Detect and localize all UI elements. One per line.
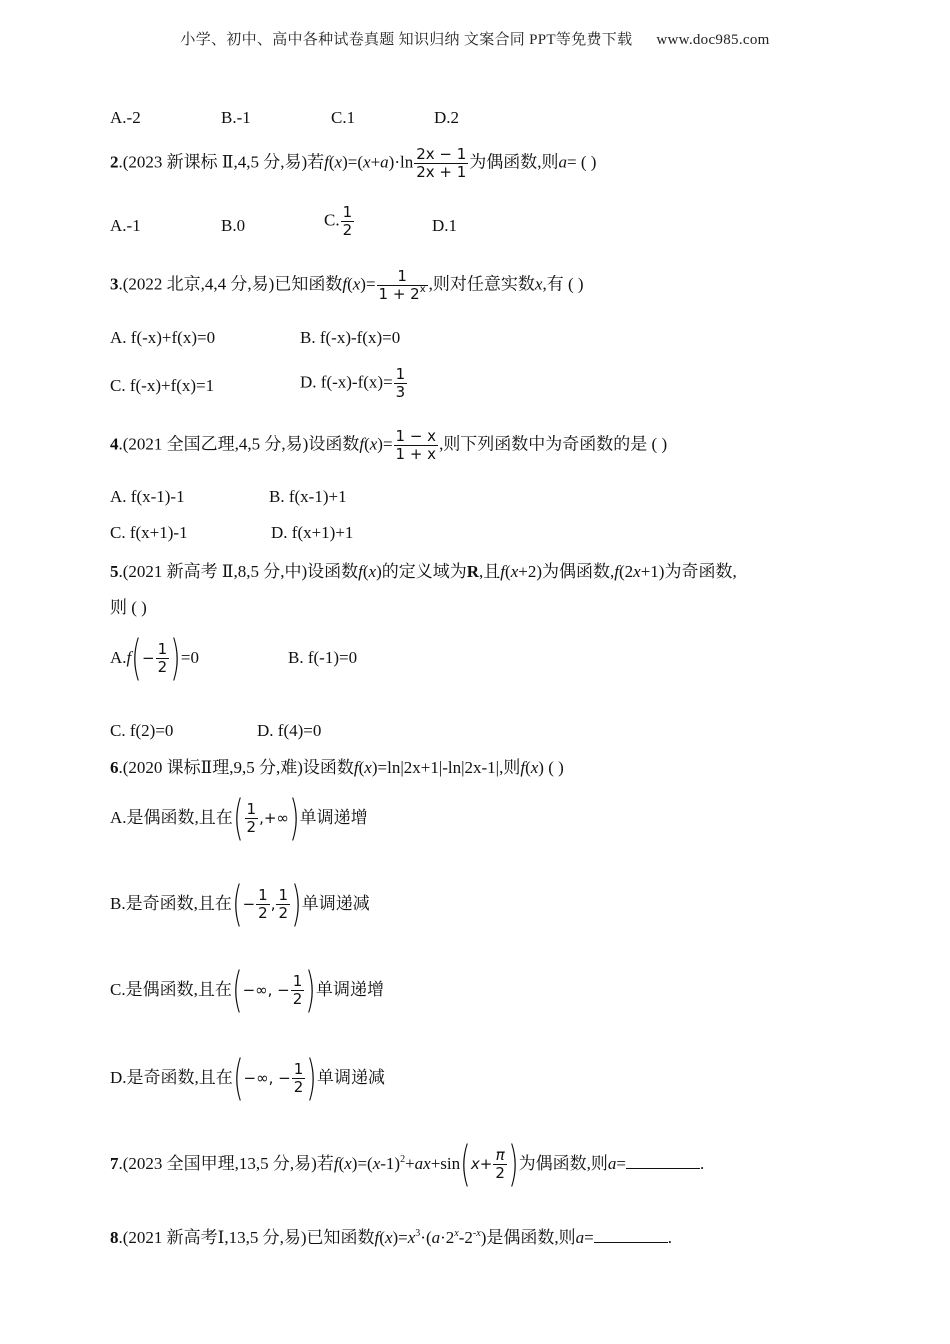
q3-option-c: C. f(-x)+f(x)=1 bbox=[110, 376, 215, 395]
q5-option-b: B. f(-1)=0 bbox=[288, 648, 358, 667]
q7-answer-blank[interactable] bbox=[626, 1154, 700, 1169]
q2-mid: )=( bbox=[342, 152, 364, 172]
q3-option-a: A. f(-x)+f(x)=0 bbox=[110, 328, 216, 347]
q3-stem: 3.(2022 北京,4,4 分,易)已知函数f(x)= $\frac{1}{1 + 2^x}$ ,则对任意实数x,有 ( ) bbox=[110, 267, 584, 303]
q2-eq: = ( ) bbox=[567, 152, 597, 172]
q6-option-b: B.是奇函数,且在(− $\frac{1}{2}$ , $\frac{1}{2}$ )单调递减 bbox=[110, 876, 370, 932]
q2-option-a: A.-1 bbox=[110, 216, 141, 235]
q8-stem: 8.(2021 新高考Ⅰ,13,5 分,易)已知函数$f(x)=x^3\cdot(a\cdot 2^x-2^{-x})$是偶函数,则a= . bbox=[110, 1228, 672, 1247]
q3-tail2: ,有 ( ) bbox=[542, 274, 584, 294]
q8-answer-blank[interactable] bbox=[594, 1228, 668, 1243]
q3-option-b: B. f(-x)-f(x)=0 bbox=[300, 328, 401, 347]
q1-option-d: D.2 bbox=[434, 108, 460, 127]
q5-option-a: A.f(− $\frac{1}{2}$ )=0 bbox=[110, 630, 199, 686]
q5-number: 5 bbox=[110, 562, 119, 581]
q3-source: .(2022 北京,4,4 分,易)已知函数 bbox=[118, 274, 343, 294]
q4-tail: ,则下列函数中为奇函数的是 ( ) bbox=[439, 434, 668, 454]
q1-option-c: C.1 bbox=[331, 108, 356, 127]
q5-option-d: D. f(4)=0 bbox=[257, 721, 322, 740]
q3-fraction: $\frac{1}{1 + 2^x}$ bbox=[378, 267, 426, 303]
q2-frac-num: 2x − 1 bbox=[416, 145, 467, 163]
q6-option-c: C.是偶函数,且在(−∞, − $\frac{1}{2}$ )单调递增 bbox=[110, 962, 385, 1018]
q2-x: x bbox=[334, 152, 343, 172]
q4-source: .(2021 全国乙理,4,5 分,易)设函数 bbox=[118, 434, 360, 454]
q2-frac-den: 2x + 1 bbox=[416, 163, 467, 181]
q8-number: 8 bbox=[110, 1228, 119, 1247]
q2-ln: )·ln bbox=[388, 152, 414, 172]
q4-option-d: D. f(x+1)+1 bbox=[271, 523, 354, 542]
q6-stem: 6.(2020 课标Ⅱ理,9,5 分,难)设函数f(x)=ln|2x+1|-ln|2x-1|,则f(x) ( ) bbox=[110, 758, 564, 777]
q7-stem: 7.(2023 全国甲理,13,5 分,易)若$f(x)=(x-1)^2+ax+\sin(x+$ $\frac{\pi}{2}$ )为偶函数,则a= . bbox=[110, 1136, 705, 1192]
q3-number: 3 bbox=[110, 274, 119, 294]
q2-option-c: C. $\frac{1}{2}$ bbox=[324, 203, 353, 239]
q6-option-d: D.是奇函数,且在(−∞, − $\frac{1}{2}$ )单调递减 bbox=[110, 1050, 385, 1106]
q1-option-a: A.-2 bbox=[110, 108, 141, 127]
q4-fraction: $\frac{1 - x}{1 + x}$ bbox=[395, 427, 437, 463]
q4-option-b: B. f(x-1)+1 bbox=[269, 487, 347, 506]
q2-number: 2 bbox=[110, 152, 119, 172]
q2-tail: 为偶函数,则 bbox=[469, 152, 559, 172]
q4-option-c: C. f(x+1)-1 bbox=[110, 523, 188, 542]
q2-a: a bbox=[380, 152, 389, 172]
q5-stem-line1: 5.(2021 新高考 Ⅱ,8,5 分,中)设函数f(x)的定义域为R,且f(x+2)为偶函数,f(2x+1)为奇函数, bbox=[110, 562, 737, 581]
page-header bbox=[0, 28, 950, 49]
q2-source: .(2023 新课标 Ⅱ,4,5 分,易)若 bbox=[118, 152, 325, 172]
q5-option-c: C. f(2)=0 bbox=[110, 721, 174, 740]
q2-option-d: D.1 bbox=[432, 216, 458, 235]
q3-option-d: D. f(-x)-f(x)= $\frac{1}{3}$ bbox=[300, 365, 406, 401]
header-text: 小学、初中、高中各种试卷真题 知识归纳 文案合同 PPT等免费下载 bbox=[180, 32, 633, 48]
q4-option-a: A. f(x-1)-1 bbox=[110, 487, 185, 506]
q7-number: 7 bbox=[110, 1154, 119, 1173]
q6-option-a: A.是偶函数,且在( $\frac{1}{2}$ ,+∞)单调递增 bbox=[110, 790, 368, 846]
q4-number: 4 bbox=[110, 434, 119, 454]
q4-stem: 4.(2021 全国乙理,4,5 分,易)设函数f(x)= $\frac{1 - x}{1 + x}$ ,则下列函数中为奇函数的是 ( ) bbox=[110, 427, 668, 463]
q2-f: f bbox=[324, 152, 329, 172]
q2-option-b: B.0 bbox=[221, 216, 246, 235]
q5-stem-line2: 则 ( ) bbox=[110, 598, 147, 617]
q1-option-b: B.-1 bbox=[221, 108, 251, 127]
q2-stem: 2.(2023 新课标 Ⅱ,4,5 分,易)若f(x)=(x+a)·ln $\frac{2x - 1}{2x + 1}$ 为偶函数,则a= ( ) bbox=[110, 145, 597, 181]
q2-fraction bbox=[414, 146, 468, 181]
q3-tail: ,则对任意实数 bbox=[428, 274, 535, 294]
q6-number: 6 bbox=[110, 758, 119, 777]
header-site: www.doc985.com bbox=[656, 32, 770, 48]
